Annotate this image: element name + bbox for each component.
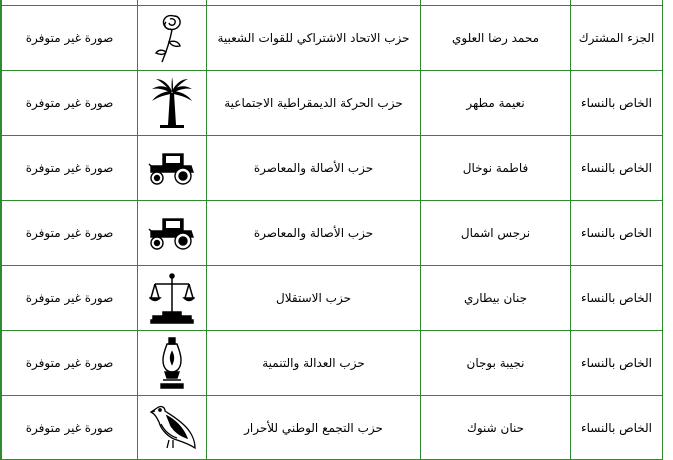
cell-photo-status: صورة غير متوفرة [25,356,114,370]
cell-party-logo [138,396,206,459]
cell-party-logo [138,136,206,200]
cell-party-name: حزب الحركة الديمقراطية الاجتماعية [224,96,403,110]
cell-photo-status: صورة غير متوفرة [25,161,114,175]
cell-party-logo [138,331,206,395]
grid-line [662,0,663,460]
cell-list-type: الخاص بالنساء [581,161,652,175]
cell-party-name: حزب الاستقلال [276,291,351,305]
cell-party-logo [138,6,206,70]
cell-candidate-name: نعيمة مطهر [466,96,525,110]
lamp-icon [157,336,187,390]
cell-photo-status: صورة غير متوفرة [25,31,114,45]
cell-party-name: حزب الأصالة والمعاصرة [253,161,374,175]
cell-candidate-name: نجيبة بوجان [466,356,525,370]
tractor-icon [147,150,197,186]
cell-candidate-name: محمد رضا العلوي [451,31,540,45]
cell-list-type: الخاص بالنساء [581,226,652,240]
cell-photo-status: صورة غير متوفرة [25,226,114,240]
cell-candidate-name: نرجس اشمال [460,226,531,240]
cell-party-logo [138,71,206,135]
cell-photo-status: صورة غير متوفرة [25,96,114,110]
cell-party-name: حزب الاتحاد الاشتراكي للقوات الشعبية [217,31,410,45]
cell-party-name: حزب التجمع الوطني للأحرار [244,420,383,435]
cell-list-type: الخاص بالنساء [581,96,652,110]
cell-list-type: الخاص بالنساء [581,291,652,305]
rose-icon [152,10,192,66]
palm-tree-icon [150,77,194,129]
cell-list-type: الخاص بالنساء [581,420,652,435]
cell-party-logo [138,201,206,265]
scales-icon [149,272,195,324]
dove-icon [147,402,197,454]
cell-photo-status: صورة غير متوفرة [25,291,114,305]
cell-list-type: الجزء المشترك [578,31,655,45]
cell-party-logo [138,266,206,330]
tractor-icon [147,215,197,251]
cell-candidate-name: فاطمة نوخال [462,161,529,175]
cell-list-type: الخاص بالنساء [581,356,652,370]
cell-candidate-name: حنان شنوك [466,420,525,435]
cell-party-name: حزب العدالة والتنمية [262,356,365,370]
cell-party-name: حزب الأصالة والمعاصرة [253,226,374,240]
cell-candidate-name: جنان بيطاري [464,291,527,305]
cell-photo-status: صورة غير متوفرة [25,420,114,435]
